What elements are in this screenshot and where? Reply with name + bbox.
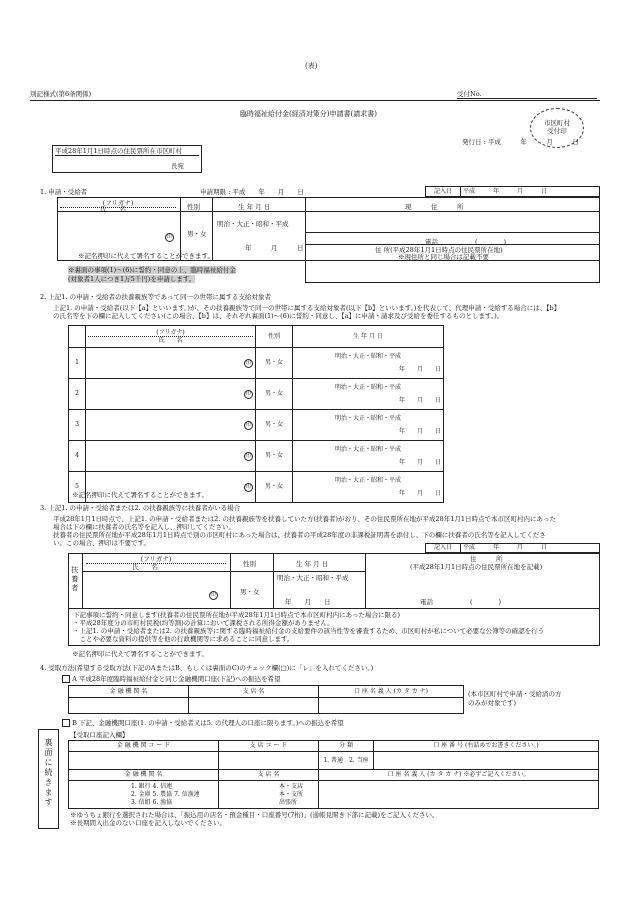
dep-sex-value[interactable]: 男・女 — [256, 379, 293, 410]
dep-era-options: 明治・大正・昭和・平成 — [334, 352, 401, 360]
addressee-suffix: 長宛 — [171, 162, 184, 170]
bank-code-field[interactable] — [69, 752, 219, 770]
applicant-name-label: 氏 名 — [100, 205, 126, 213]
jan1-address-note: ※現住所と同じ場合は記載不要 — [398, 253, 489, 261]
s3-paragraph-2: 場合は下の欄に扶養者の氏名等を記入し、押印してください。 — [53, 523, 235, 531]
dep-era-options: 明治・大正・昭和・平成 — [334, 445, 401, 453]
dep-sex-value[interactable]: 男・女 — [256, 441, 293, 472]
bank-account-table — [68, 740, 599, 809]
account-holder-field[interactable] — [319, 781, 599, 809]
s1-signature-note: ※記名押印に代えて署名することができます。 — [78, 252, 214, 260]
application-deadline: 申請期限 : 平成 年 月 日 — [200, 188, 304, 196]
branch-code-field[interactable] — [219, 752, 319, 770]
dep-header-name — [86, 326, 256, 348]
dep-row-no: 5 — [69, 472, 86, 503]
s3-entry-date-label: 記入日 — [426, 544, 461, 553]
s1-entry-date-table — [425, 186, 600, 197]
option-a-bank-label: 金 融 機 関 名 — [69, 686, 189, 698]
dep-birth-field[interactable] — [293, 441, 444, 472]
option-a-checkbox[interactable] — [62, 675, 70, 683]
municipality-address-box — [52, 145, 202, 173]
bank-type-line-2: 2. 金庫 5. 農協 7. 信漁連 — [131, 790, 200, 798]
dep-birth-field[interactable] — [293, 410, 444, 441]
branch-code-label: 支 店 コ ー ド — [219, 741, 319, 752]
applicant-current-address-field[interactable] — [308, 213, 596, 229]
dependent-row — [69, 441, 444, 472]
s2-paragraph-1: 上記1. の申請・受給者(以下【a】といいます。)が、その扶養親族等で同一の世帯に属する支給対象者(以下【b】といいます。)を代表して、代理申請・受給する場合には、【b】 — [53, 304, 561, 312]
dep-sex-label: 性別 — [256, 326, 293, 348]
s2-paragraph-2: の氏名等を下の欄に記入してください(この場合、【b】は、それぞれ裏面(1)～(6)に誓約・同意し、【a】に申請・請求及び受給を委任するものとします。)。 — [53, 312, 504, 320]
account-holder-label: 口 座 名 義 人 (カ タ カ ナ) ※必ずご記入ください。 — [319, 770, 599, 781]
applicant-name-field[interactable] — [60, 222, 176, 250]
applicant-seal-icon: 印 — [166, 234, 172, 240]
dependent-row — [69, 379, 444, 410]
dependent-row — [69, 348, 444, 379]
page-side-mark: (表) — [305, 62, 318, 70]
supporter-name-field[interactable] — [86, 574, 226, 606]
oath-note-line-1 — [68, 266, 236, 274]
seal-icon: 印 — [245, 359, 251, 366]
seal-icon: 印 — [245, 452, 251, 459]
dep-row-no: 1 — [69, 348, 86, 379]
branch-type-line-2: 本・支所 — [279, 790, 304, 798]
branch-name-label: 支 店 名 — [219, 770, 319, 781]
supporter-consent-4: ことや必要な資料の提供等を他の行政機関等に求めることに同意します。 — [73, 635, 294, 643]
jan1-address-label: 住 所(平成28年1月1日時点の住民票所在地) — [375, 246, 503, 254]
dep-ymd: 年 月 日 — [398, 428, 441, 435]
supporter-era-options[interactable]: 明治・大正・昭和・平成 — [277, 574, 349, 582]
applicant-birth-label: 生 年 月 日 — [238, 203, 271, 211]
applicant-furigana-label: (フリガナ) — [60, 199, 176, 208]
dep-name-field[interactable] — [86, 410, 256, 441]
option-a-branch-field[interactable] — [189, 698, 319, 714]
s3-signature-note: ※記名押印に代えて署名することができます。 — [72, 650, 208, 658]
supporter-sex-value[interactable]: 男・女 — [240, 588, 260, 596]
receipt-number-field[interactable]: 受付No. — [457, 90, 597, 99]
oath-note-text-1: ※裏面の事項(1)～(6)に誓約・同意の上、臨時福祉給付金 — [68, 266, 236, 274]
section-3-heading: 3. 上記1. の申請・受給者または2. の扶養親族等に扶養者がいる場合 — [40, 504, 241, 512]
entry-date-label: 記入日 — [426, 187, 461, 197]
supporter-address-field[interactable] — [369, 574, 597, 594]
dep-era-options: 明治・大正・昭和・平成 — [334, 383, 401, 391]
dep-sex-value[interactable]: 男・女 — [256, 348, 293, 379]
bank-name-field[interactable] — [69, 781, 219, 809]
s3-entry-date-field[interactable]: 平成 年 月 日 — [461, 544, 600, 553]
dep-ymd: 年 月 日 — [398, 397, 441, 404]
seal-icon: 印 — [245, 483, 251, 490]
dep-birth-label: 生 年 月 日 — [293, 326, 444, 348]
entry-date-field[interactable]: 平成 年 月 日 — [461, 187, 600, 197]
option-b-checkbox[interactable] — [62, 719, 70, 727]
supporter-phone-field[interactable]: ( ) — [470, 598, 502, 606]
account-class-label: 分 類 — [319, 741, 374, 752]
option-a — [62, 675, 281, 683]
dep-ymd: 年 月 日 — [398, 490, 441, 497]
form-number: 別記様式(第6条関係) — [30, 90, 92, 98]
s3-paragraph-3: 扶養者の住民票所在地が平成28年1月1日時点で別の市区町村にあった場合は、扶養者の平成28年度の非課税証明書を添付し、下の欄に扶養者の氏名等を記入してくださ — [53, 531, 546, 539]
dep-birth-field[interactable] — [293, 379, 444, 410]
applicant-sex-label: 性別 — [187, 203, 200, 211]
dep-row-no: 3 — [69, 410, 86, 441]
form-title: 臨時福祉給付金(経済対策分)申請書(請求書) — [240, 110, 377, 118]
applicant-era-options[interactable]: 明治・大正・昭和・平成 — [217, 220, 289, 228]
option-a-branch-label: 支 店 名 — [189, 686, 319, 698]
seal-icon: 印 — [245, 390, 251, 397]
account-number-field[interactable] — [374, 752, 599, 770]
supporter-consent-2: ・平成28年度分の市町村民税(均等割)の計算において課税される所得金額がありません。 — [73, 619, 334, 627]
supporter-name-label: 氏 名 — [132, 563, 158, 571]
option-a-note-2: のみが対象です) — [468, 699, 517, 707]
s3-entry-date-table — [425, 543, 600, 553]
supporter-sex-label: 性別 — [243, 560, 256, 568]
option-a-bank-field[interactable] — [69, 698, 189, 714]
dep-name-field[interactable] — [86, 348, 256, 379]
applicant-phone-field[interactable]: ( ) — [475, 238, 507, 246]
bank-name-label: 金 融 機 関 名 — [69, 770, 219, 781]
applicant-address-label: 現 住 所 — [405, 203, 464, 211]
supporter-consent-1: 下記事項に誓約・同意します(扶養者の住民票所在地が平成28年1月1日時点で本市区町村内にあった場合に限る) — [73, 611, 401, 619]
continued-on-back-label: 裏面に続きます — [44, 738, 53, 808]
s3-paragraph-4: い。この場合、押印は不要です。 — [53, 539, 150, 547]
supporter-birth-label: 生 年 月 日 — [296, 560, 329, 568]
seal-icon: 印 — [245, 421, 251, 428]
supporter-address-label: 住 所 — [470, 555, 503, 563]
supporter-furigana-label: (フリガナ) — [86, 555, 226, 564]
dep-header-no — [69, 326, 86, 348]
stamp-label-1: 市区町村 — [544, 119, 570, 127]
option-b — [62, 719, 344, 727]
dep-sex-value[interactable]: 男・女 — [256, 410, 293, 441]
jan1-address-field[interactable] — [305, 261, 600, 283]
dep-birth-field[interactable] — [293, 348, 444, 379]
applicant-phone-label: 電話 — [425, 238, 438, 246]
supporter-address-note: (平成28年1月1日時点の住民票所在地を記載) — [410, 563, 543, 571]
dep-era-options: 明治・大正・昭和・平成 — [334, 414, 401, 422]
option-a-holder-field[interactable] — [319, 698, 464, 714]
dep-name-field[interactable] — [86, 379, 256, 410]
account-class-options[interactable]: 1. 普通 2. 当座 — [319, 752, 374, 770]
option-a-note-1: (本市区町村で申請・受給済の方 — [468, 690, 562, 698]
option-a-table — [68, 685, 464, 714]
applicant-sex-value[interactable]: 男・女 — [187, 230, 207, 238]
municipality-label: 平成28年1月1日時点の住民票所在市区町村 — [55, 147, 183, 155]
branch-type-line-3: 出張所 — [279, 798, 298, 806]
section-1-heading: 1. 申請・受給者 — [40, 188, 88, 196]
oath-note-text-2: (対象者1人につき1万5千円)を申請します。 — [68, 275, 196, 283]
dep-ymd: 年 月 日 — [398, 366, 441, 373]
dependents-table — [68, 325, 444, 503]
bank-type-line-3: 3. 信組 6. 漁協 — [131, 798, 173, 806]
section-2-heading: 2. 上記1. の申請・受給者の扶養親族等であって同一の世帯に属する支給対象者 — [40, 293, 271, 301]
bank-account-caption: 【受取口座記入欄】 — [70, 731, 129, 739]
supporter-phone-label: 電話 — [420, 598, 433, 606]
s2-signature-note: ※記名押印に代えて署名することができます。 — [72, 491, 208, 499]
continued-on-back-box — [38, 729, 59, 829]
dep-birth-field[interactable] — [293, 472, 444, 503]
dep-era-options: 明治・大正・昭和・平成 — [334, 476, 401, 484]
dep-furigana-label: (フリガナ) — [88, 329, 253, 338]
option-a-holder-label: 口 座 名 義 人 (カ タ カ ナ) — [319, 686, 464, 698]
bank-code-label: 金 融 機 関 コ ー ド — [69, 741, 219, 752]
dep-name-label: 氏 名 — [158, 337, 183, 344]
branch-type-line-1: 本・支店 — [279, 782, 304, 790]
dormant-account-note: ※長期間入出金のない口座を記入しないでください。 — [70, 819, 226, 827]
dep-row-no: 4 — [69, 441, 86, 472]
dep-row-no: 2 — [69, 379, 86, 410]
supporter-consent-3: ・上記1. の申請・受給者または2. の扶養親族等に関する臨時福祉給付金の支給要件の該当性等を審査するため、市区町村が私について必要な公簿等の確認を行う — [73, 627, 545, 635]
dependent-row — [69, 410, 444, 441]
option-b-label: B 下記、金融機関口座(1. の申請・受給者又は5. の代理人の口座に限ります。)への振込を希望 — [72, 719, 344, 727]
dep-ymd: 年 月 日 — [398, 459, 441, 466]
dep-sex-value[interactable]: 男・女 — [256, 472, 293, 503]
applicant-birth-ymd[interactable]: 年 月 日 — [245, 244, 304, 252]
stamp-label-2: 受付印 — [547, 127, 567, 135]
issue-date: 発行日 : 平成 年 月 日 — [462, 138, 579, 146]
yucho-note: ※ゆうちょ銀行を選択された場合は、「振込用の店名・預金種目・口座番号(7桁)」(通帳見開き下部に記載)をご記入ください。 — [70, 811, 439, 819]
s3-paragraph-1: 平成28年1月1日時点で、上記1. の申請・受給者または2. の扶養親族等を扶養していた方(扶養者)がおり、その住民票所在地が平成28年1月1日時点で本市区町村内にあった — [53, 515, 556, 523]
supporter-seal-icon: 印 — [210, 592, 216, 598]
header-rule — [30, 100, 600, 101]
option-a-label: A 平成28年度臨時福祉給付金と同じ金融機関口座(下記)への振込を希望 — [72, 675, 281, 683]
supporter-side-label: 扶養者 — [70, 566, 79, 593]
account-number-label: 口 座 番 号 (右詰めでお書きください。) — [374, 741, 599, 752]
bank-type-line-1: 1. 銀行 4. 信連 — [131, 782, 173, 790]
dep-name-field[interactable] — [86, 441, 256, 472]
supporter-birth-ymd[interactable]: 年 月 日 — [285, 598, 331, 606]
branch-name-field[interactable] — [219, 781, 319, 809]
section-4-heading: 4. 受取方法(希望する受取方法(下記のAまたはB、もしくは裏面のC)のチェック欄(□)に「レ」を入れてください。) — [40, 664, 374, 672]
oath-note-line-2 — [68, 275, 195, 283]
